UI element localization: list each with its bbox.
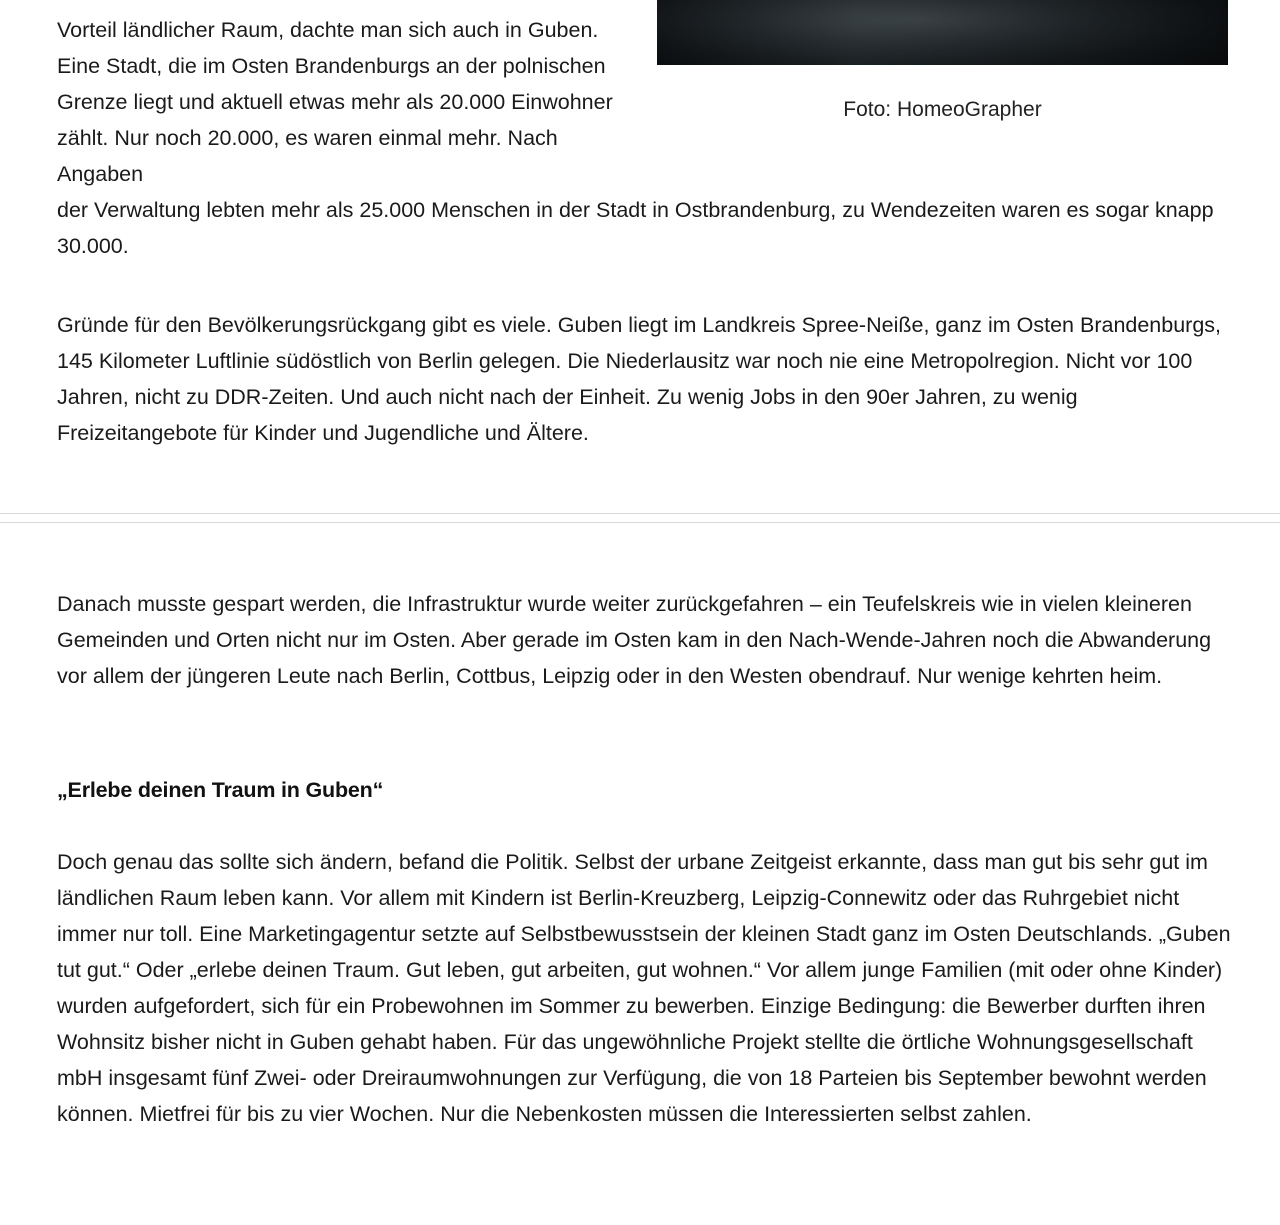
article-paragraph-4: Doch genau das sollte sich ändern, befand die Politik. Selbst der urbane Zeitgeist erkannte, dass man gut bis sehr gut im ländlichen Raum leben kann. Vor allem mit Kindern ist Berlin-Kreuzberg, Leipzig-Connewitz oder das Ruhrgebiet nicht immer nur toll. Eine Marketingagentur setzte auf Selbstbewusstsein der kleinen Stadt ganz im Osten Deutschlands. „Guben tut gut.“ Oder „erlebe deinen Traum. Gut leben, gut arbeiten, gut wohnen.“ Vor allem junge Familien (mit oder ohne Kinder) wurden aufgefordert, sich für ein Probewohnen im Sommer zu bewerben. Einzige Bedingung: die Bewerber durften ihren Wohnsitz bisher nicht in Guben gehabt haben. Für das ungewöhnliche Projekt stellte die örtliche Wohnungsgesellschaft mbH insgesamt fünf Zwei- oder Dreiraumwohnungen zur Verfügung, die von 18 Parteien bis September bewohnt werden können. Mietfrei für bis zu vier Wochen. Nur die Nebenkosten müssen die Interessierten selbst zahlen. bbox=[57, 850, 1231, 1126]
article-paragraph-1-start: Vorteil ländlicher Raum, dachte man sich auch in Guben. Eine Stadt, die im Osten Brandenburgs an der polnischen Grenze liegt und aktuell etwas mehr als 20.000 Einwohner zählt. Nur noch 20.000, es waren einmal mehr. Nach Angaben bbox=[57, 18, 613, 186]
section-divider-bottom bbox=[0, 522, 1280, 523]
article-subheading: „Erlebe deinen Traum in Guben“ bbox=[57, 778, 384, 802]
article-photo bbox=[657, 0, 1228, 65]
section-divider-top bbox=[0, 513, 1280, 514]
article-paragraph-1-end: der Verwaltung lebten mehr als 25.000 Menschen in der Stadt in Ostbrandenburg, zu Wendezeiten waren es sogar knapp 30.000. bbox=[57, 198, 1214, 258]
photo-caption: Foto: HomeoGrapher bbox=[843, 98, 1042, 121]
article-top-section bbox=[0, 0, 1280, 513]
article-paragraph-3: Danach musste gespart werden, die Infrastruktur wurde weiter zurückgefahren – ein Teufelskreis wie in vielen kleineren Gemeinden und Orten nicht nur im Osten. Aber gerade im Osten kam in den Nach-Wende-Jahren noch die Abwanderung vor allem der jüngeren Leute nach Berlin, Cottbus, Leipzig oder in den Westen obendrauf. Nur wenige kehrten heim. bbox=[57, 592, 1212, 688]
article-paragraph-2: Gründe für den Bevölkerungsrückgang gibt es viele. Guben liegt im Landkreis Spree-Neiße, ganz im Osten Brandenburgs, 145 Kilometer Luftlinie südöstlich von Berlin gelegen. Die Niederlausitz war noch nie eine Metropolregion. Nicht vor 100 Jahren, nicht zu DDR-Zeiten. Und auch nicht nach der Einheit. Zu wenig Jobs in den 90er Jahren, zu wenig Freizeitangebote für Kinder und Jugendliche und Ältere. bbox=[57, 313, 1222, 445]
